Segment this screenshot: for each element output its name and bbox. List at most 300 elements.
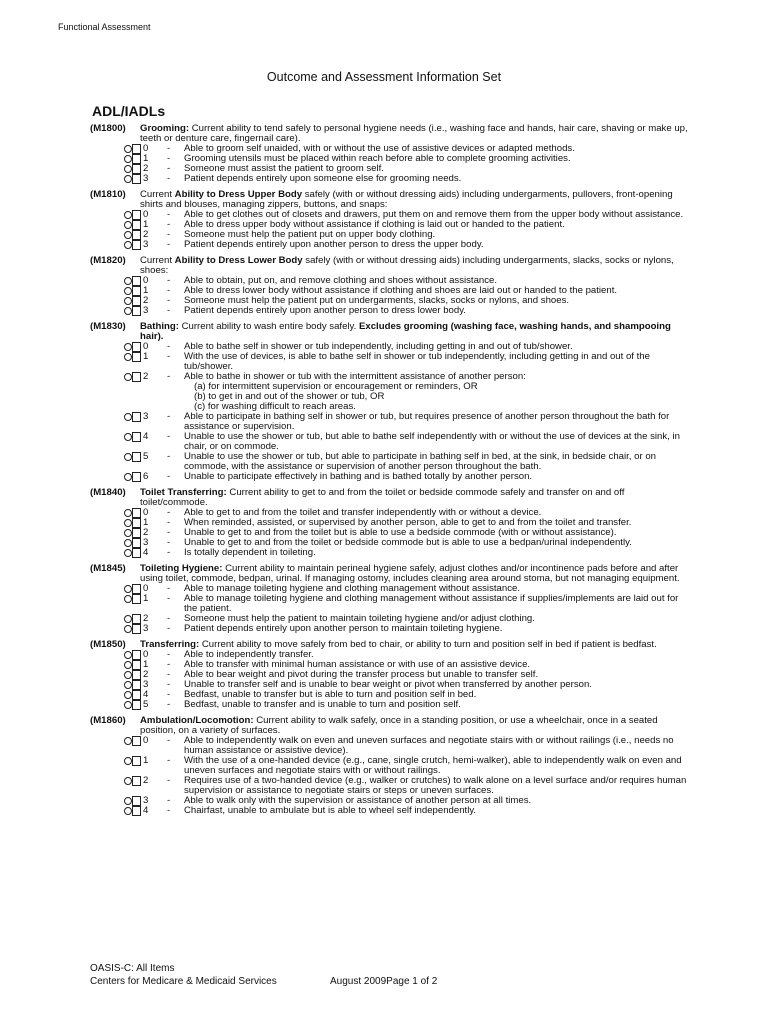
option-number: 1 xyxy=(143,517,149,528)
radio-button[interactable] xyxy=(124,651,132,659)
assessment-item xyxy=(90,716,690,816)
item-code: (M1800) xyxy=(90,123,126,134)
option-selector[interactable] xyxy=(124,372,154,382)
option-selector[interactable] xyxy=(124,230,154,240)
item-title: Bathing: xyxy=(140,321,179,332)
response-option[interactable] xyxy=(90,776,690,796)
option-text: Patient depends entirely upon someone else for grooming needs. xyxy=(184,173,462,184)
option-number: 4 xyxy=(143,805,149,816)
option-dash: - xyxy=(167,239,171,250)
option-number: 2 xyxy=(143,371,149,382)
option-text: Unable to transfer self and is unable to bear weight or pivot when transferred by another person. xyxy=(184,679,592,690)
option-text: Chairfast, unable to ambulate but is able to wheel self independently. xyxy=(184,805,477,816)
option-dash: - xyxy=(167,583,171,594)
checkbox[interactable] xyxy=(132,594,141,604)
option-text: Able to manage toileting hygiene and clothing management without assistance if supplies/implements are laid out for the patient. xyxy=(184,593,679,614)
radio-button[interactable] xyxy=(124,519,132,527)
option-selector[interactable] xyxy=(124,352,154,362)
option-dash: - xyxy=(167,275,171,286)
radio-button[interactable] xyxy=(124,287,132,295)
option-text: Someone must help the patient put on upper body clothing. xyxy=(184,229,436,240)
option-number: 2 xyxy=(143,163,149,174)
radio-button[interactable] xyxy=(124,473,132,481)
checkbox[interactable] xyxy=(132,472,141,482)
checkbox[interactable] xyxy=(132,296,141,306)
item-code: (M1840) xyxy=(90,487,126,498)
item-title: Toilet Transferring: xyxy=(140,487,227,498)
response-option[interactable] xyxy=(90,624,690,634)
footer-form-name: OASIS-C: All Items xyxy=(90,963,175,974)
option-dash: - xyxy=(167,735,171,746)
option-dash: - xyxy=(167,173,171,184)
option-selector[interactable] xyxy=(124,210,154,220)
option-selector[interactable] xyxy=(124,650,154,660)
option-dash: - xyxy=(167,669,171,680)
option-selector[interactable] xyxy=(124,690,154,700)
assessment-item xyxy=(90,488,690,558)
option-number: 4 xyxy=(143,431,149,442)
option-dash: - xyxy=(167,341,171,352)
option-dash: - xyxy=(167,507,171,518)
response-option[interactable] xyxy=(90,306,690,316)
option-number: 4 xyxy=(143,547,149,558)
radio-button[interactable] xyxy=(124,509,132,517)
option-dash: - xyxy=(167,371,171,382)
radio-button[interactable] xyxy=(124,413,132,421)
checkbox[interactable] xyxy=(132,650,141,660)
option-dash: - xyxy=(167,285,171,296)
option-number: 0 xyxy=(143,341,149,352)
option-number: 0 xyxy=(143,209,149,220)
option-text: Requires use of a two-handed device (e.g., walker or crutches) to walk alone on a level surface and/or requires human supervision or assistance to negotiate stairs or steps or uneven surfaces. xyxy=(184,775,687,796)
response-option[interactable] xyxy=(90,806,690,816)
option-dash: - xyxy=(167,805,171,816)
option-text: Someone must help the patient to maintain toileting hygiene and/or adjust clothing. xyxy=(184,613,535,624)
option-number: 3 xyxy=(143,795,149,806)
option-number: 0 xyxy=(143,735,149,746)
item-question xyxy=(90,190,690,210)
checkbox[interactable] xyxy=(132,144,141,154)
response-option[interactable] xyxy=(90,538,690,548)
checkbox[interactable] xyxy=(132,240,141,250)
radio-button[interactable] xyxy=(124,231,132,239)
checkbox[interactable] xyxy=(132,230,141,240)
option-number: 0 xyxy=(143,583,149,594)
option-text: Able to bear weight and pivot during the transfer process but unable to transfer self. xyxy=(184,669,539,680)
response-option[interactable] xyxy=(90,736,690,756)
option-number: 0 xyxy=(143,507,149,518)
option-selector[interactable] xyxy=(124,670,154,680)
option-text: Bedfast, unable to transfer and is unable to turn and position self. xyxy=(184,699,461,710)
response-option[interactable] xyxy=(90,372,690,382)
option-number: 0 xyxy=(143,143,149,154)
option-subpoint: (a) for intermittent supervision or encouragement or reminders, OR xyxy=(194,381,478,392)
option-dash: - xyxy=(167,795,171,806)
option-text: Unable to get to and from the toilet but is able to use a bedside commode (with or without assistance). xyxy=(184,527,617,538)
item-title: Grooming: xyxy=(140,123,190,134)
option-number: 1 xyxy=(143,593,149,604)
checkbox[interactable] xyxy=(132,796,141,806)
checkbox[interactable] xyxy=(132,736,141,746)
section-heading: ADL/IADLs xyxy=(92,103,166,119)
response-option[interactable] xyxy=(90,700,690,710)
option-number: 3 xyxy=(143,305,149,316)
option-selector[interactable] xyxy=(124,660,154,670)
radio-button[interactable] xyxy=(124,175,132,183)
option-selector[interactable] xyxy=(124,680,154,690)
option-text: Grooming utensils must be placed within reach before able to complete grooming activities. xyxy=(184,153,571,164)
option-dash: - xyxy=(167,613,171,624)
option-text: Able to participate in bathing self in shower or tub, but requires presence of another person throughout the bath for assistance or supervision. xyxy=(184,411,670,432)
option-dash: - xyxy=(167,163,171,174)
response-option[interactable] xyxy=(90,452,690,472)
option-text: Unable to participate effectively in bathing and is bathed totally by another person. xyxy=(184,471,533,482)
checkbox[interactable] xyxy=(132,210,141,220)
option-dash: - xyxy=(167,143,171,154)
radio-button[interactable] xyxy=(124,165,132,173)
radio-button[interactable] xyxy=(124,671,132,679)
option-dash: - xyxy=(167,547,171,558)
option-selector[interactable] xyxy=(124,528,154,538)
radio-button[interactable] xyxy=(124,145,132,153)
document-title: Outcome and Assessment Information Set xyxy=(266,70,502,84)
option-dash: - xyxy=(167,411,171,422)
radio-button[interactable] xyxy=(124,757,132,765)
response-option[interactable] xyxy=(90,432,690,452)
option-text: Patient depends entirely upon another person to maintain toileting hygiene. xyxy=(184,623,503,634)
response-option[interactable] xyxy=(90,154,690,164)
checkbox[interactable] xyxy=(132,452,141,462)
option-number: 5 xyxy=(143,699,149,710)
option-selector[interactable] xyxy=(124,220,154,230)
option-text: Bedfast, unable to transfer but is able to turn and position self in bed. xyxy=(184,689,477,700)
option-text: Able to independently walk on even and uneven surfaces and negotiate stairs with or without railings (i.e., needs no human assistance or assistive device). xyxy=(184,735,674,756)
option-selector[interactable] xyxy=(124,508,154,518)
option-subpoint: (b) to get in and out of the shower or tub, OR xyxy=(194,391,385,402)
option-dash: - xyxy=(167,623,171,634)
option-text: Able to manage toileting hygiene and clothing management without assistance. xyxy=(184,583,520,594)
radio-button[interactable] xyxy=(124,221,132,229)
option-selector[interactable] xyxy=(124,806,154,816)
checkbox[interactable] xyxy=(132,528,141,538)
item-title: Ambulation/Locomotion: xyxy=(140,715,254,726)
option-selector[interactable] xyxy=(124,700,154,710)
assessment-item xyxy=(90,256,690,316)
option-number: 6 xyxy=(143,471,149,482)
item-question xyxy=(90,716,690,736)
option-text: Unable to get to and from the toilet or bedside commode but is able to use a bedpan/urinal independently. xyxy=(184,537,632,548)
radio-button[interactable] xyxy=(124,297,132,305)
option-number: 2 xyxy=(143,229,149,240)
option-dash: - xyxy=(167,351,171,362)
option-number: 5 xyxy=(143,451,149,462)
option-text: Able to groom self unaided, with or without the use of assistive devices or adapted methods. xyxy=(184,143,575,154)
option-dash: - xyxy=(167,679,171,690)
radio-button[interactable] xyxy=(124,211,132,219)
item-question xyxy=(90,124,690,144)
checkbox[interactable] xyxy=(132,756,141,766)
checkbox[interactable] xyxy=(132,286,141,296)
item-title: Transferring: xyxy=(140,639,200,650)
item-text: Current ability to walk safely, once in a standing position, or use a wheelchair, once in a seated position, on a variety of surfaces. xyxy=(140,715,658,736)
item-text: safely (with or without dressing aids) including undergarments, pullovers, front-opening shirts and blouses, managing zippers, buttons, and snaps: xyxy=(140,189,673,210)
option-number: 3 xyxy=(143,679,149,690)
option-dash: - xyxy=(167,659,171,670)
assessment-item xyxy=(90,564,690,634)
checkbox[interactable] xyxy=(132,538,141,548)
option-dash: - xyxy=(167,451,171,462)
option-selector[interactable] xyxy=(124,276,154,286)
item-code: (M1860) xyxy=(90,715,126,726)
checkbox[interactable] xyxy=(132,352,141,362)
footer-agency: Centers for Medicare & Medicaid Services xyxy=(90,976,277,987)
option-selector[interactable] xyxy=(124,548,154,558)
item-text: Current ability to get to and from the toilet or bedside commode safely and transfer on and off toilet/commode. xyxy=(140,487,625,508)
option-selector[interactable] xyxy=(124,776,154,786)
option-selector[interactable] xyxy=(124,164,154,174)
option-text: Patient depends entirely upon another person to dress the upper body. xyxy=(184,239,484,250)
radio-button[interactable] xyxy=(124,777,132,785)
option-text: Able to dress lower body without assistance if clothing and shoes are laid out or handed to the patient. xyxy=(184,285,618,296)
option-text: Able to transfer with minimal human assistance or with use of an assistive device. xyxy=(184,659,531,670)
item-question xyxy=(90,488,690,508)
checkbox[interactable] xyxy=(132,690,141,700)
option-text: Able to get to and from the toilet and transfer independently with or without a device. xyxy=(184,507,542,518)
option-text: Someone must assist the patient to groom self. xyxy=(184,163,384,174)
item-title: Ability to Dress Upper Body xyxy=(174,189,303,200)
item-question xyxy=(90,640,690,650)
response-option[interactable] xyxy=(90,174,690,184)
option-number: 1 xyxy=(143,351,149,362)
response-option[interactable] xyxy=(90,548,690,558)
option-text: When reminded, assisted, or supervised by another person, able to get to and from the toilet and transfer. xyxy=(184,517,632,528)
checkbox[interactable] xyxy=(132,342,141,352)
option-number: 2 xyxy=(143,527,149,538)
option-dash: - xyxy=(167,689,171,700)
option-selector[interactable] xyxy=(124,756,154,766)
option-number: 0 xyxy=(143,649,149,660)
item-exclusion-note: Excludes grooming (washing face, washing hands, and shampooing hair). xyxy=(140,321,671,342)
checkbox[interactable] xyxy=(132,164,141,174)
radio-button[interactable] xyxy=(124,701,132,709)
option-selector[interactable] xyxy=(124,736,154,746)
option-dash: - xyxy=(167,229,171,240)
checkbox[interactable] xyxy=(132,548,141,558)
checkbox[interactable] xyxy=(132,306,141,316)
checkbox[interactable] xyxy=(132,624,141,634)
option-dash: - xyxy=(167,649,171,660)
option-selector[interactable] xyxy=(124,412,154,422)
option-selector[interactable] xyxy=(124,154,154,164)
response-option[interactable] xyxy=(90,472,690,482)
radio-button[interactable] xyxy=(124,343,132,351)
radio-button[interactable] xyxy=(124,529,132,537)
item-text: safely (with or without dressing aids) including undergarments, slacks, socks or nylons, shoes: xyxy=(140,255,674,276)
assessment-items xyxy=(90,124,690,822)
response-option[interactable] xyxy=(90,352,690,372)
option-text: Unable to use the shower or tub, but able to bathe self independently with or without the use of devices at the sink, in chair, or on commode. xyxy=(184,431,680,452)
radio-button[interactable] xyxy=(124,595,132,603)
item-question xyxy=(90,322,690,342)
option-text: Unable to use the shower or tub, but able to participate in bathing self in bed, at the sink, in bedside chair, or on commode, with the assistance or supervision of another person throughout the bath. xyxy=(184,451,656,472)
checkbox[interactable] xyxy=(132,614,141,624)
option-dash: - xyxy=(167,593,171,604)
radio-button[interactable] xyxy=(124,549,132,557)
checkbox[interactable] xyxy=(132,220,141,230)
option-text: Able to bathe in shower or tub with the intermittent assistance of another person: xyxy=(184,371,526,382)
option-selector[interactable] xyxy=(124,144,154,154)
assessment-item xyxy=(90,322,690,482)
option-number: 1 xyxy=(143,659,149,670)
radio-button[interactable] xyxy=(124,807,132,815)
option-text: With the use of a one-handed device (e.g., cane, single crutch, hemi-walker), able to independently walk on even and uneven surfaces and negotiate stairs with or without railings. xyxy=(184,755,682,776)
option-selector[interactable] xyxy=(124,594,154,604)
option-selector[interactable] xyxy=(124,306,154,316)
option-selector[interactable] xyxy=(124,518,154,528)
option-dash: - xyxy=(167,471,171,482)
radio-button[interactable] xyxy=(124,615,132,623)
item-text: Current ability to maintain perineal hygiene safely, adjust clothes and/or incontinence pads before and after using toilet, commode, bedpan, urinal. If managing ostomy, includes cleaning area around stoma, but not managing equipment. xyxy=(140,563,680,584)
option-dash: - xyxy=(167,209,171,220)
option-text: Able to bathe self in shower or tub independently, including getting in and out of tub/shower. xyxy=(184,341,573,352)
option-dash: - xyxy=(167,517,171,528)
option-selector[interactable] xyxy=(124,624,154,634)
option-number: 3 xyxy=(143,239,149,250)
option-number: 3 xyxy=(143,173,149,184)
option-number: 0 xyxy=(143,275,149,286)
option-selector[interactable] xyxy=(124,286,154,296)
option-number: 2 xyxy=(143,295,149,306)
assessment-item xyxy=(90,190,690,250)
checkbox[interactable] xyxy=(132,660,141,670)
option-text: Is totally dependent in toileting. xyxy=(184,547,316,558)
item-code: (M1845) xyxy=(90,563,126,574)
option-text: Patient depends entirely upon another person to dress lower body. xyxy=(184,305,466,316)
option-text: Able to obtain, put on, and remove clothing and shoes without assistance. xyxy=(184,275,498,286)
option-text: Able to get clothes out of closets and drawers, put them on and remove them from the upper body without assistance. xyxy=(184,209,684,220)
option-number: 2 xyxy=(143,775,149,786)
radio-button[interactable] xyxy=(124,585,132,593)
item-title-prefix: Current xyxy=(140,255,175,266)
option-dash: - xyxy=(167,527,171,538)
radio-button[interactable] xyxy=(124,155,132,163)
option-selector[interactable] xyxy=(124,538,154,548)
option-text: Able to independently transfer. xyxy=(184,649,314,660)
item-question xyxy=(90,256,690,276)
item-code: (M1810) xyxy=(90,189,126,200)
item-title: Ability to Dress Lower Body xyxy=(174,255,303,266)
option-selector[interactable] xyxy=(124,240,154,250)
radio-button[interactable] xyxy=(124,539,132,547)
checkbox[interactable] xyxy=(132,518,141,528)
option-number: 3 xyxy=(143,411,149,422)
item-title: Toileting Hygiene: xyxy=(140,563,223,574)
checkbox[interactable] xyxy=(132,508,141,518)
option-selector[interactable] xyxy=(124,614,154,624)
assessment-item xyxy=(90,124,690,184)
option-number: 1 xyxy=(143,219,149,230)
option-number: 1 xyxy=(143,755,149,766)
option-text: Able to dress upper body without assistance if clothing is laid out or handed to the patient. xyxy=(184,219,565,230)
radio-button[interactable] xyxy=(124,373,132,381)
checkbox[interactable] xyxy=(132,584,141,594)
checkbox[interactable] xyxy=(132,432,141,442)
option-dash: - xyxy=(167,775,171,786)
option-selector[interactable] xyxy=(124,174,154,184)
option-number: 1 xyxy=(143,285,149,296)
radio-button[interactable] xyxy=(124,737,132,745)
radio-button[interactable] xyxy=(124,691,132,699)
item-code: (M1830) xyxy=(90,321,126,332)
checkbox[interactable] xyxy=(132,680,141,690)
radio-button[interactable] xyxy=(124,797,132,805)
option-selector[interactable] xyxy=(124,342,154,352)
option-number: 2 xyxy=(143,613,149,624)
option-selector[interactable] xyxy=(124,796,154,806)
assessment-item xyxy=(90,640,690,710)
option-selector[interactable] xyxy=(124,452,154,462)
radio-button[interactable] xyxy=(124,681,132,689)
option-dash: - xyxy=(167,699,171,710)
checkbox[interactable] xyxy=(132,154,141,164)
radio-button[interactable] xyxy=(124,625,132,633)
option-selector[interactable] xyxy=(124,296,154,306)
radio-button[interactable] xyxy=(124,307,132,315)
running-header: Functional Assessment xyxy=(58,22,151,32)
option-text: Someone must help the patient put on undergarments, slacks, socks or nylons, and shoes. xyxy=(184,295,570,306)
checkbox[interactable] xyxy=(132,174,141,184)
checkbox[interactable] xyxy=(132,776,141,786)
option-dash: - xyxy=(167,755,171,766)
option-dash: - xyxy=(167,153,171,164)
option-selector[interactable] xyxy=(124,584,154,594)
option-subpoint: (c) for washing difficult to reach areas. xyxy=(194,401,356,412)
radio-button[interactable] xyxy=(124,453,132,461)
response-option[interactable] xyxy=(90,240,690,250)
radio-button[interactable] xyxy=(124,241,132,249)
option-number: 4 xyxy=(143,689,149,700)
option-selector[interactable] xyxy=(124,432,154,442)
item-question xyxy=(90,564,690,584)
radio-button[interactable] xyxy=(124,661,132,669)
item-text: Current ability to move safely from bed to chair, or ability to turn and position self in bed if patient is bedfast. xyxy=(201,639,657,650)
option-text: Able to walk only with the supervision or assistance of another person at all times. xyxy=(184,795,532,806)
response-option[interactable] xyxy=(90,412,690,432)
item-text: Current ability to wash entire body safely. xyxy=(181,321,357,332)
option-dash: - xyxy=(167,537,171,548)
checkbox[interactable] xyxy=(132,670,141,680)
checkbox[interactable] xyxy=(132,700,141,710)
option-dash: - xyxy=(167,431,171,442)
response-option[interactable] xyxy=(90,756,690,776)
checkbox[interactable] xyxy=(132,806,141,816)
response-option[interactable] xyxy=(90,594,690,614)
option-number: 2 xyxy=(143,669,149,680)
checkbox[interactable] xyxy=(132,276,141,286)
radio-button[interactable] xyxy=(124,353,132,361)
checkbox[interactable] xyxy=(132,372,141,382)
option-dash: - xyxy=(167,305,171,316)
option-selector[interactable] xyxy=(124,472,154,482)
option-dash: - xyxy=(167,295,171,306)
radio-button[interactable] xyxy=(124,433,132,441)
radio-button[interactable] xyxy=(124,277,132,285)
option-number: 1 xyxy=(143,153,149,164)
checkbox[interactable] xyxy=(132,412,141,422)
item-text: Current ability to tend safely to personal hygiene needs (i.e., washing face and hands, hair care, shaving or make up, teeth or denture care, fingernail care). xyxy=(140,123,688,144)
item-code: (M1850) xyxy=(90,639,126,650)
option-dash: - xyxy=(167,219,171,230)
